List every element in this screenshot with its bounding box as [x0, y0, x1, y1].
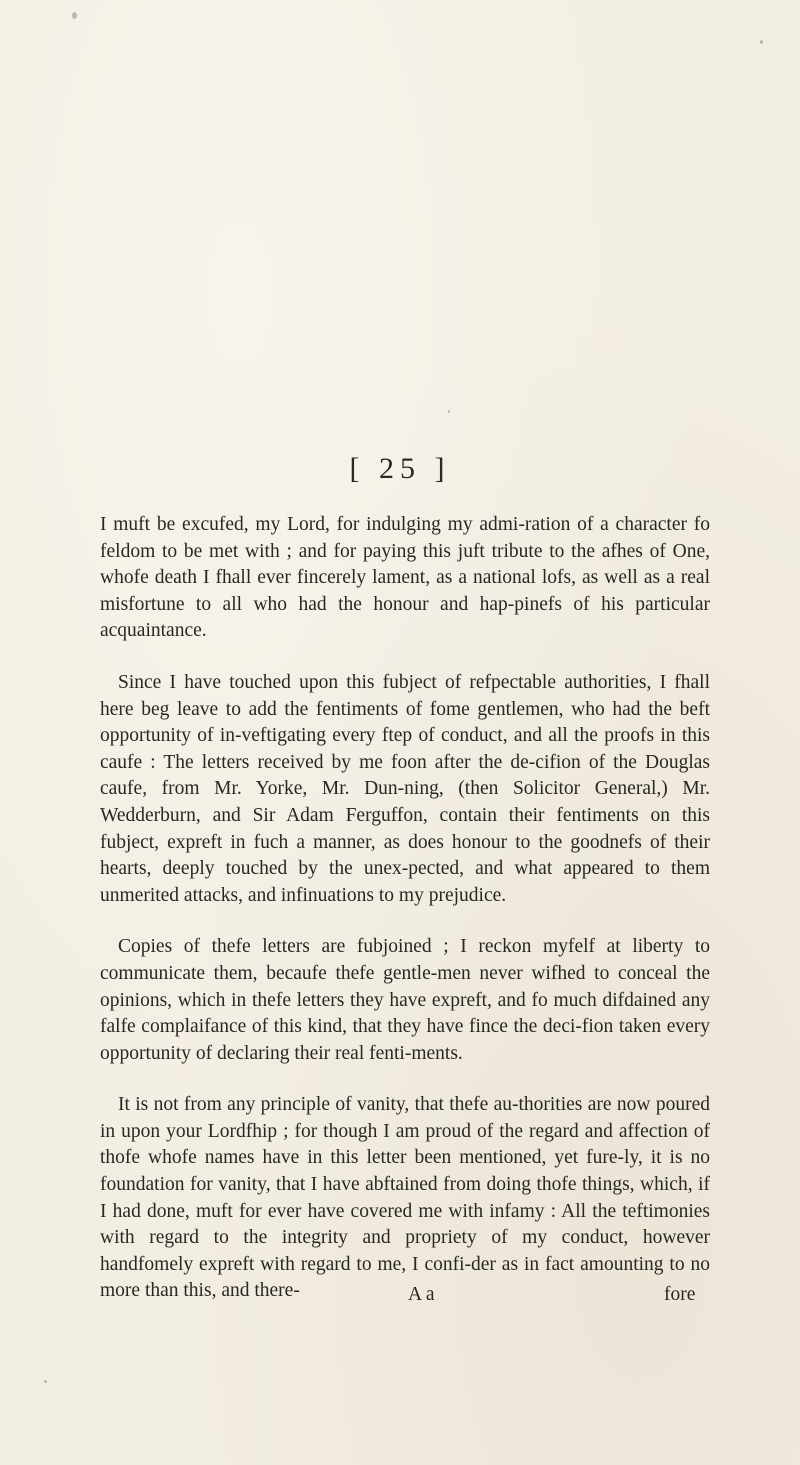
page-footer	[0, 1284, 800, 1314]
paper-speck	[72, 12, 77, 19]
paper-speck	[44, 1380, 47, 1383]
paper-speck	[448, 410, 450, 413]
paragraph-3: Copies of thefe letters are fubjoined ; I reckon myfelf at liberty to communicate them, becaufe thefe gentle-men never wifhed to conceal the opinions, which in thefe letters they have expreft, and fo much difdained any falfe complaifance of this kind, that they have fince the deci-fion taken every opportunity of declaring their real fenti-ments.	[100, 936, 710, 1064]
catchword: fore	[664, 1284, 696, 1305]
paragraph-4: It is not from any principle of vanity, that thefe au-thorities are now poured in upon your Lordfhip ; for though I am proud of the regard and affection of thofe whofe names have in this letter been mentioned, yet fure-ly, it is no foundation for vanity, that I have abftained from doing thofe things, which, if I had done, muft for ever have covered me with infamy : All the teftimonies with regard to the integrity and propriety of my conduct, however handfomely expreft with regard to me, I confi-der as in fact amounting to no more than this, and there-	[100, 1094, 710, 1302]
signature-mark: A a	[408, 1284, 435, 1305]
paragraph-2: Since I have touched upon this fubject of refpectable authorities, I fhall here beg leave to add the fentiments of fome gentlemen, who had the beft opportunity of in-veftigating every ftep of conduct, and all the proofs in this caufe : The letters received by me foon after the de-cifion of the Douglas caufe, from Mr. Yorke, Mr. Dun-ning, (then Solicitor General,) Mr. Wedderburn, and Sir Adam Ferguffon, contain their fentiments on this fubject, expreft in fuch a manner, as does honour to the goodnefs of their hearts, deeply touched by the unex-pected, and what appeared to them unmerited attacks, and infinuations to my prejudice.	[100, 671, 710, 906]
page-number: [ 25 ]	[349, 452, 451, 485]
paragraph-1: I muft be excufed, my Lord, for indulging my admi-ration of a character fo feldom to be met with ; and for paying this juft tribute to the afhes of One, whofe death I fhall ever fincerely lament, as a national lofs, as well as a real misfortune to all who had the honour and hap-pinefs of his particular acquaintance.	[100, 514, 710, 642]
body-text	[100, 512, 710, 1330]
paper-speck	[760, 40, 763, 44]
